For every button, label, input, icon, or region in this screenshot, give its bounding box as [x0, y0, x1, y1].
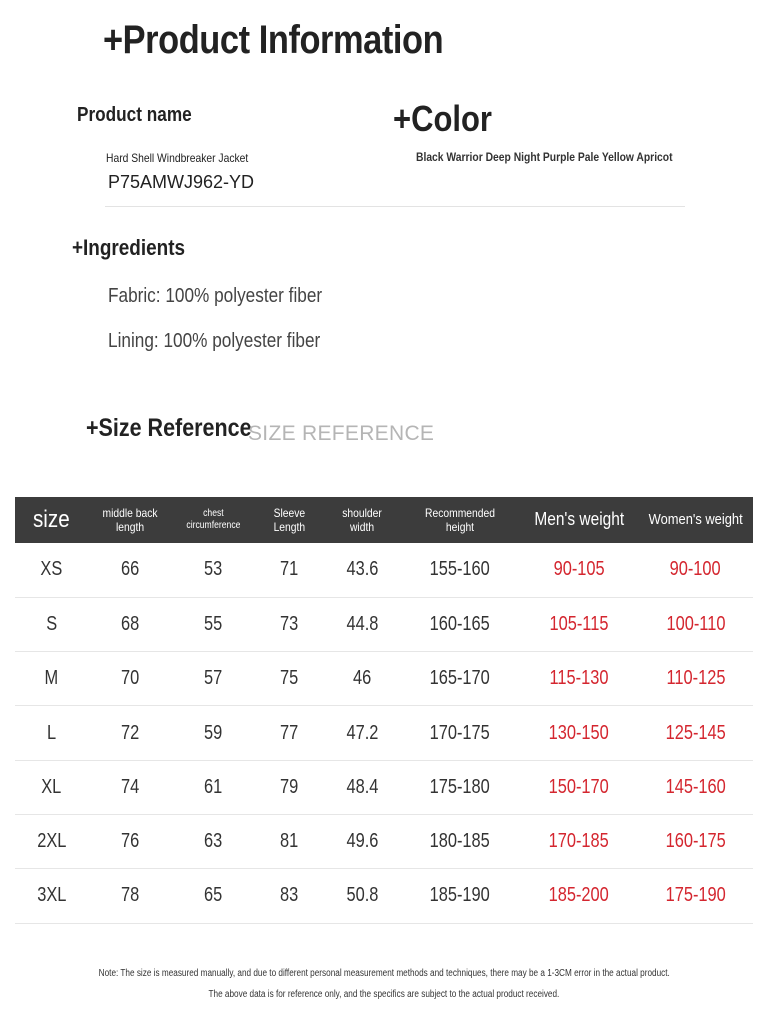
cell-sleeve: 73 — [254, 597, 324, 651]
cell-height: 170-175 — [400, 706, 520, 760]
cell-chest: 63 — [172, 814, 254, 868]
note-line-2: The above data is for reference only, and the specifics are subject to the actual product received. — [208, 989, 560, 1000]
lining-line: Lining: 100% polyester fiber — [108, 330, 321, 352]
cell-height: 165-170 — [400, 652, 520, 706]
cell-chest: 61 — [172, 760, 254, 814]
cell-sleeve: 83 — [254, 869, 324, 923]
header-size: size — [33, 505, 70, 533]
header-womens-weight: Women's weight — [648, 511, 743, 528]
color-value: Black Warrior Deep Night Purple Pale Yellow Apricot — [416, 150, 673, 164]
table-row — [15, 706, 753, 760]
table-row — [15, 652, 753, 706]
header-sleeve-length: Sleeve Length — [273, 505, 305, 534]
info-divider — [105, 206, 685, 207]
cell-size: M — [15, 652, 88, 706]
table-row — [15, 869, 753, 923]
cell-chest: 59 — [172, 706, 254, 760]
cell-chest: 53 — [172, 543, 254, 597]
cell-mens-weight: 130-150 — [520, 706, 638, 760]
note-line-1: Note: The size is measured manually, and due to different personal measurement methods and techniques, there may be a 1-3CM error in the actual product. — [98, 968, 670, 979]
cell-size: L — [15, 706, 88, 760]
cell-height: 155-160 — [400, 543, 520, 597]
cell-middle-back-length: 72 — [88, 706, 172, 760]
cell-womens-weight: 125-145 — [638, 706, 753, 760]
cell-womens-weight: 100-110 — [638, 597, 753, 651]
cell-mens-weight: 150-170 — [520, 760, 638, 814]
cell-chest: 55 — [172, 597, 254, 651]
cell-womens-weight: 110-125 — [638, 652, 753, 706]
cell-womens-weight: 175-190 — [638, 869, 753, 923]
cell-shoulder: 43.6 — [324, 543, 400, 597]
cell-chest: 65 — [172, 869, 254, 923]
cell-sleeve: 75 — [254, 652, 324, 706]
cell-height: 180-185 — [400, 814, 520, 868]
cell-shoulder: 46 — [324, 652, 400, 706]
header-recommended-height: Recommended height — [425, 505, 495, 534]
cell-shoulder: 47.2 — [324, 706, 400, 760]
header-chest-circumference: chest circumference — [185, 508, 241, 531]
cell-mens-weight: 170-185 — [520, 814, 638, 868]
header-middle-back-length: middle back length — [102, 505, 158, 534]
table-row — [15, 814, 753, 868]
cell-womens-weight: 90-100 — [638, 543, 753, 597]
cell-middle-back-length: 70 — [88, 652, 172, 706]
size-table — [15, 497, 753, 924]
cell-sleeve: 77 — [254, 706, 324, 760]
cell-middle-back-length: 74 — [88, 760, 172, 814]
cell-middle-back-length: 66 — [88, 543, 172, 597]
cell-chest: 57 — [172, 652, 254, 706]
cell-height: 185-190 — [400, 869, 520, 923]
cell-sleeve: 81 — [254, 814, 324, 868]
product-name-heading: Product name — [77, 104, 192, 126]
size-reference-subtitle: SIZE REFERENCE — [248, 422, 435, 445]
cell-size: XS — [15, 543, 88, 597]
cell-mens-weight: 90-105 — [520, 543, 638, 597]
cell-mens-weight: 185-200 — [520, 869, 638, 923]
cell-height: 160-165 — [400, 597, 520, 651]
table-row — [15, 760, 753, 814]
cell-womens-weight: 145-160 — [638, 760, 753, 814]
cell-middle-back-length: 76 — [88, 814, 172, 868]
cell-shoulder: 48.4 — [324, 760, 400, 814]
cell-shoulder: 49.6 — [324, 814, 400, 868]
page-title: +Product Information — [103, 18, 444, 62]
product-code: P75AMWJ962-YD — [108, 172, 255, 192]
cell-sleeve: 71 — [254, 543, 324, 597]
cell-womens-weight: 160-175 — [638, 814, 753, 868]
cell-size: 3XL — [15, 869, 88, 923]
cell-mens-weight: 105-115 — [520, 597, 638, 651]
cell-middle-back-length: 78 — [88, 869, 172, 923]
product-name-value: Hard Shell Windbreaker Jacket — [106, 151, 249, 165]
cell-mens-weight: 115-130 — [520, 652, 638, 706]
table-row — [15, 597, 753, 651]
table-row — [15, 543, 753, 597]
ingredients-heading: +Ingredients — [72, 235, 186, 260]
color-heading: +Color — [393, 98, 492, 139]
cell-size: S — [15, 597, 88, 651]
table-header-row — [15, 497, 753, 543]
header-mens-weight: Men's weight — [534, 509, 624, 530]
fabric-line: Fabric: 100% polyester fiber — [108, 285, 323, 307]
cell-shoulder: 50.8 — [324, 869, 400, 923]
header-shoulder-width: shoulder width — [342, 505, 382, 534]
cell-middle-back-length: 68 — [88, 597, 172, 651]
cell-shoulder: 44.8 — [324, 597, 400, 651]
cell-size: 2XL — [15, 814, 88, 868]
cell-height: 175-180 — [400, 760, 520, 814]
cell-sleeve: 79 — [254, 760, 324, 814]
cell-size: XL — [15, 760, 88, 814]
size-reference-heading: +Size Reference — [86, 414, 252, 442]
